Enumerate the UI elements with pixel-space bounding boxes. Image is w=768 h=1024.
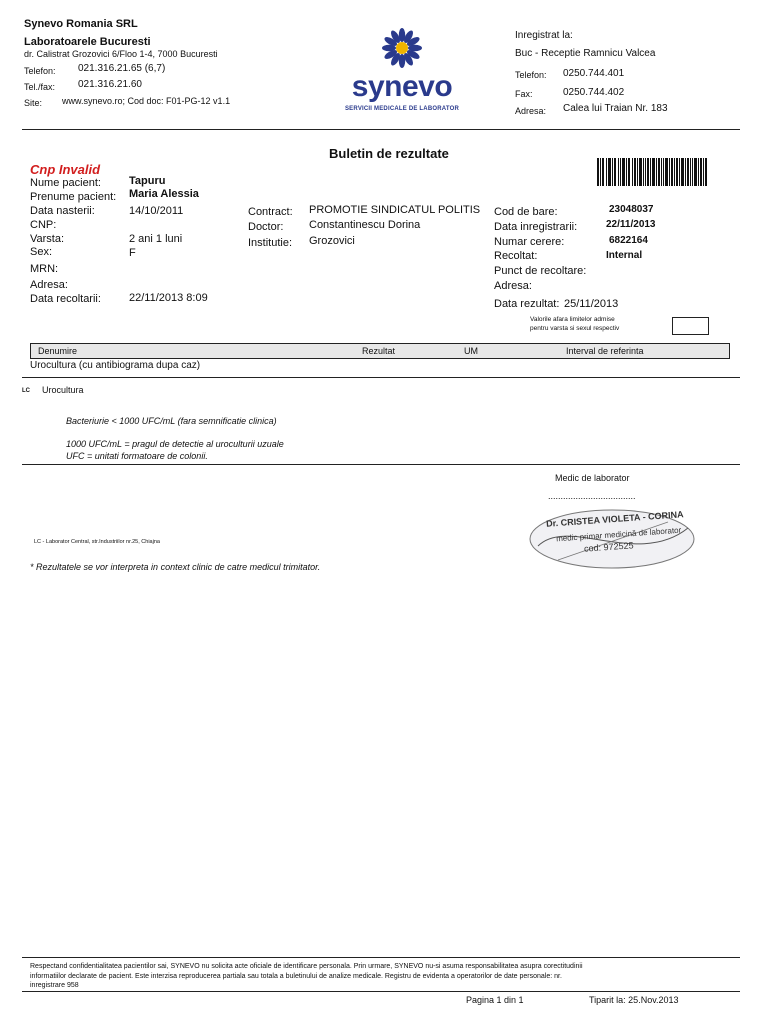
privacy-line: inregistrare 958: [30, 982, 79, 989]
header-divider: [22, 129, 740, 130]
phone-value: 021.316.21.65 (6,7): [78, 63, 166, 74]
flower-icon: [344, 26, 460, 70]
stamp-code: cod: 972525: [583, 540, 634, 554]
contract-value: PROMOTIE SINDICATUL POLITIS: [309, 204, 481, 216]
page-title: Buletin de rezultate: [329, 146, 449, 161]
collection-date-value: 22/11/2013 8:09: [129, 292, 208, 304]
lab-legend: LC - Laborator Central, str.Industriilor nr.25, Chiajna: [34, 539, 160, 545]
disclaimer: * Rezultatele se vor interpreta in context clinic de catre medicul trimitator.: [30, 562, 321, 572]
cnp-label: CNP:: [30, 219, 57, 231]
company-name: Synevo Romania SRL: [24, 18, 138, 30]
collection-date-label: Data recoltarii:: [30, 293, 101, 305]
doctor-value: Constantinescu Dorina: [309, 219, 421, 231]
fax-label: Tel./fax:: [24, 82, 56, 92]
age-label: Varsta:: [30, 233, 65, 245]
privacy-line: Respectand confidentialitatea pacientilor sai, SYNEVO nu solicita acte oficiale de identificare personala. Prin urmare, SYNEVO nu-si asuma responsabilitatea asupra corectitudinii: [30, 963, 583, 970]
barcode-label: Cod de bare:: [494, 206, 558, 218]
col-result: Rezultat: [362, 346, 396, 356]
test-result: Bacteriurie < 1000 UFC/mL (fara semnificatie clinica): [66, 416, 277, 426]
result-date-label: Data rezultat:: [494, 298, 560, 310]
col-range: Interval de referinta: [566, 346, 644, 356]
registered-label: Inregistrat la:: [515, 30, 573, 41]
footer-bottom-divider: [22, 991, 740, 992]
footer-top-divider: [22, 957, 740, 958]
contract-label: Contract:: [248, 206, 293, 218]
mrn-label: MRN:: [30, 263, 59, 275]
patient-address-label: Adresa:: [30, 279, 68, 291]
lab-code: LC: [22, 388, 30, 394]
institution-value: Grozovici: [309, 235, 355, 247]
collected-label: Recoltat:: [494, 250, 538, 262]
registered-location: Buc - Receptie Ramnicu Valcea: [515, 48, 656, 59]
registered-fax-label: Fax:: [515, 89, 533, 99]
last-name-label: Nume pacient:: [30, 177, 101, 189]
request-value: 6822164: [609, 235, 648, 246]
stamp-title: medic primar medicină de laborator: [555, 525, 682, 544]
registered-address: Calea lui Traian Nr. 183: [563, 103, 668, 114]
result-date-value: 25/11/2013: [564, 298, 619, 310]
sample-address-label: Adresa:: [494, 280, 532, 292]
reference-legend-box: [672, 317, 709, 335]
signature-label: Medic de laborator: [555, 473, 630, 483]
last-name-value: Tapuru: [129, 175, 166, 187]
request-label: Numar cerere:: [494, 236, 565, 248]
birth-value: 14/10/2011: [129, 205, 184, 217]
privacy-line: informatiilor declarate de pacient. Este interzisa reproducerea partiala sau totala a buletinului de analize medicale. Registru de evidenta a operatorilor de date personale: nr.: [30, 972, 562, 980]
reference-note-line: Valorile afara limitelor admise: [530, 316, 615, 323]
reference-note: [530, 315, 619, 333]
page-number: Pagina 1 din 1: [466, 995, 524, 1005]
fax-value: 021.316.21.60: [78, 79, 142, 90]
lab-address: dr. Calistrat Grozovici 6/Floo 1-4, 7000 Bucuresti: [24, 49, 218, 59]
signature-line: ...................................: [548, 491, 636, 501]
phone-label: Telefon:: [24, 66, 56, 76]
reg-date-value: 22/11/2013: [606, 219, 656, 230]
collected-value: Internal: [606, 250, 643, 261]
privacy-notice: [30, 962, 583, 991]
barcode-value: 23048037: [609, 204, 654, 215]
sex-label: Sex:: [30, 246, 53, 258]
doctor-label: Doctor:: [248, 221, 284, 233]
site-value: www.synevo.ro; Cod doc: F01-PG-12 v1.1: [62, 96, 231, 106]
col-um: UM: [464, 346, 478, 356]
age-value: 2 ani 1 luni: [129, 233, 183, 245]
institution-label: Institutie:: [248, 237, 293, 249]
registered-address-label: Adresa:: [515, 106, 547, 116]
printed-date: Tiparit la: 25.Nov.2013: [589, 995, 679, 1005]
logo-tagline: SERVICII MEDICALE DE LABORATOR: [344, 106, 459, 112]
reg-date-label: Data inregistrarii:: [494, 221, 578, 233]
section-divider: [22, 377, 740, 378]
test-name: Urocultura: [42, 385, 84, 395]
results-table-header: [30, 343, 730, 359]
registered-phone-label: Telefon:: [515, 70, 547, 80]
results-divider: [22, 464, 740, 465]
barcode-icon: [597, 158, 707, 186]
section-title: Urocultura (cu antibiograma dupa caz): [30, 360, 201, 371]
first-name-label: Prenume pacient:: [30, 191, 117, 203]
col-name: Denumire: [38, 346, 78, 356]
synevo-logo: [344, 26, 460, 116]
test-note-1: 1000 UFC/mL = pragul de detectie al uroculturii uzuale: [66, 439, 284, 449]
birth-label: Data nasterii:: [30, 205, 95, 217]
reference-note-line: pentru varsta si sexul respectiv: [530, 325, 620, 332]
sex-value: F: [129, 247, 136, 259]
registered-phone: 0250.744.401: [563, 68, 625, 79]
first-name-value: Maria Alessia: [129, 188, 199, 200]
test-note-2: UFC = unitati formatoare de colonii.: [66, 451, 208, 461]
registered-fax: 0250.744.402: [563, 87, 625, 98]
cnp-warning: Cnp Invalid: [30, 162, 101, 177]
site-label: Site:: [24, 98, 43, 108]
division-name: Laboratoarele Bucuresti: [24, 36, 151, 48]
logo-wordmark: synevo: [351, 70, 453, 103]
collection-point-label: Punct de recoltare:: [494, 265, 587, 277]
stamp-name: Dr. CRISTEA VIOLETA - CORINA: [545, 509, 684, 529]
